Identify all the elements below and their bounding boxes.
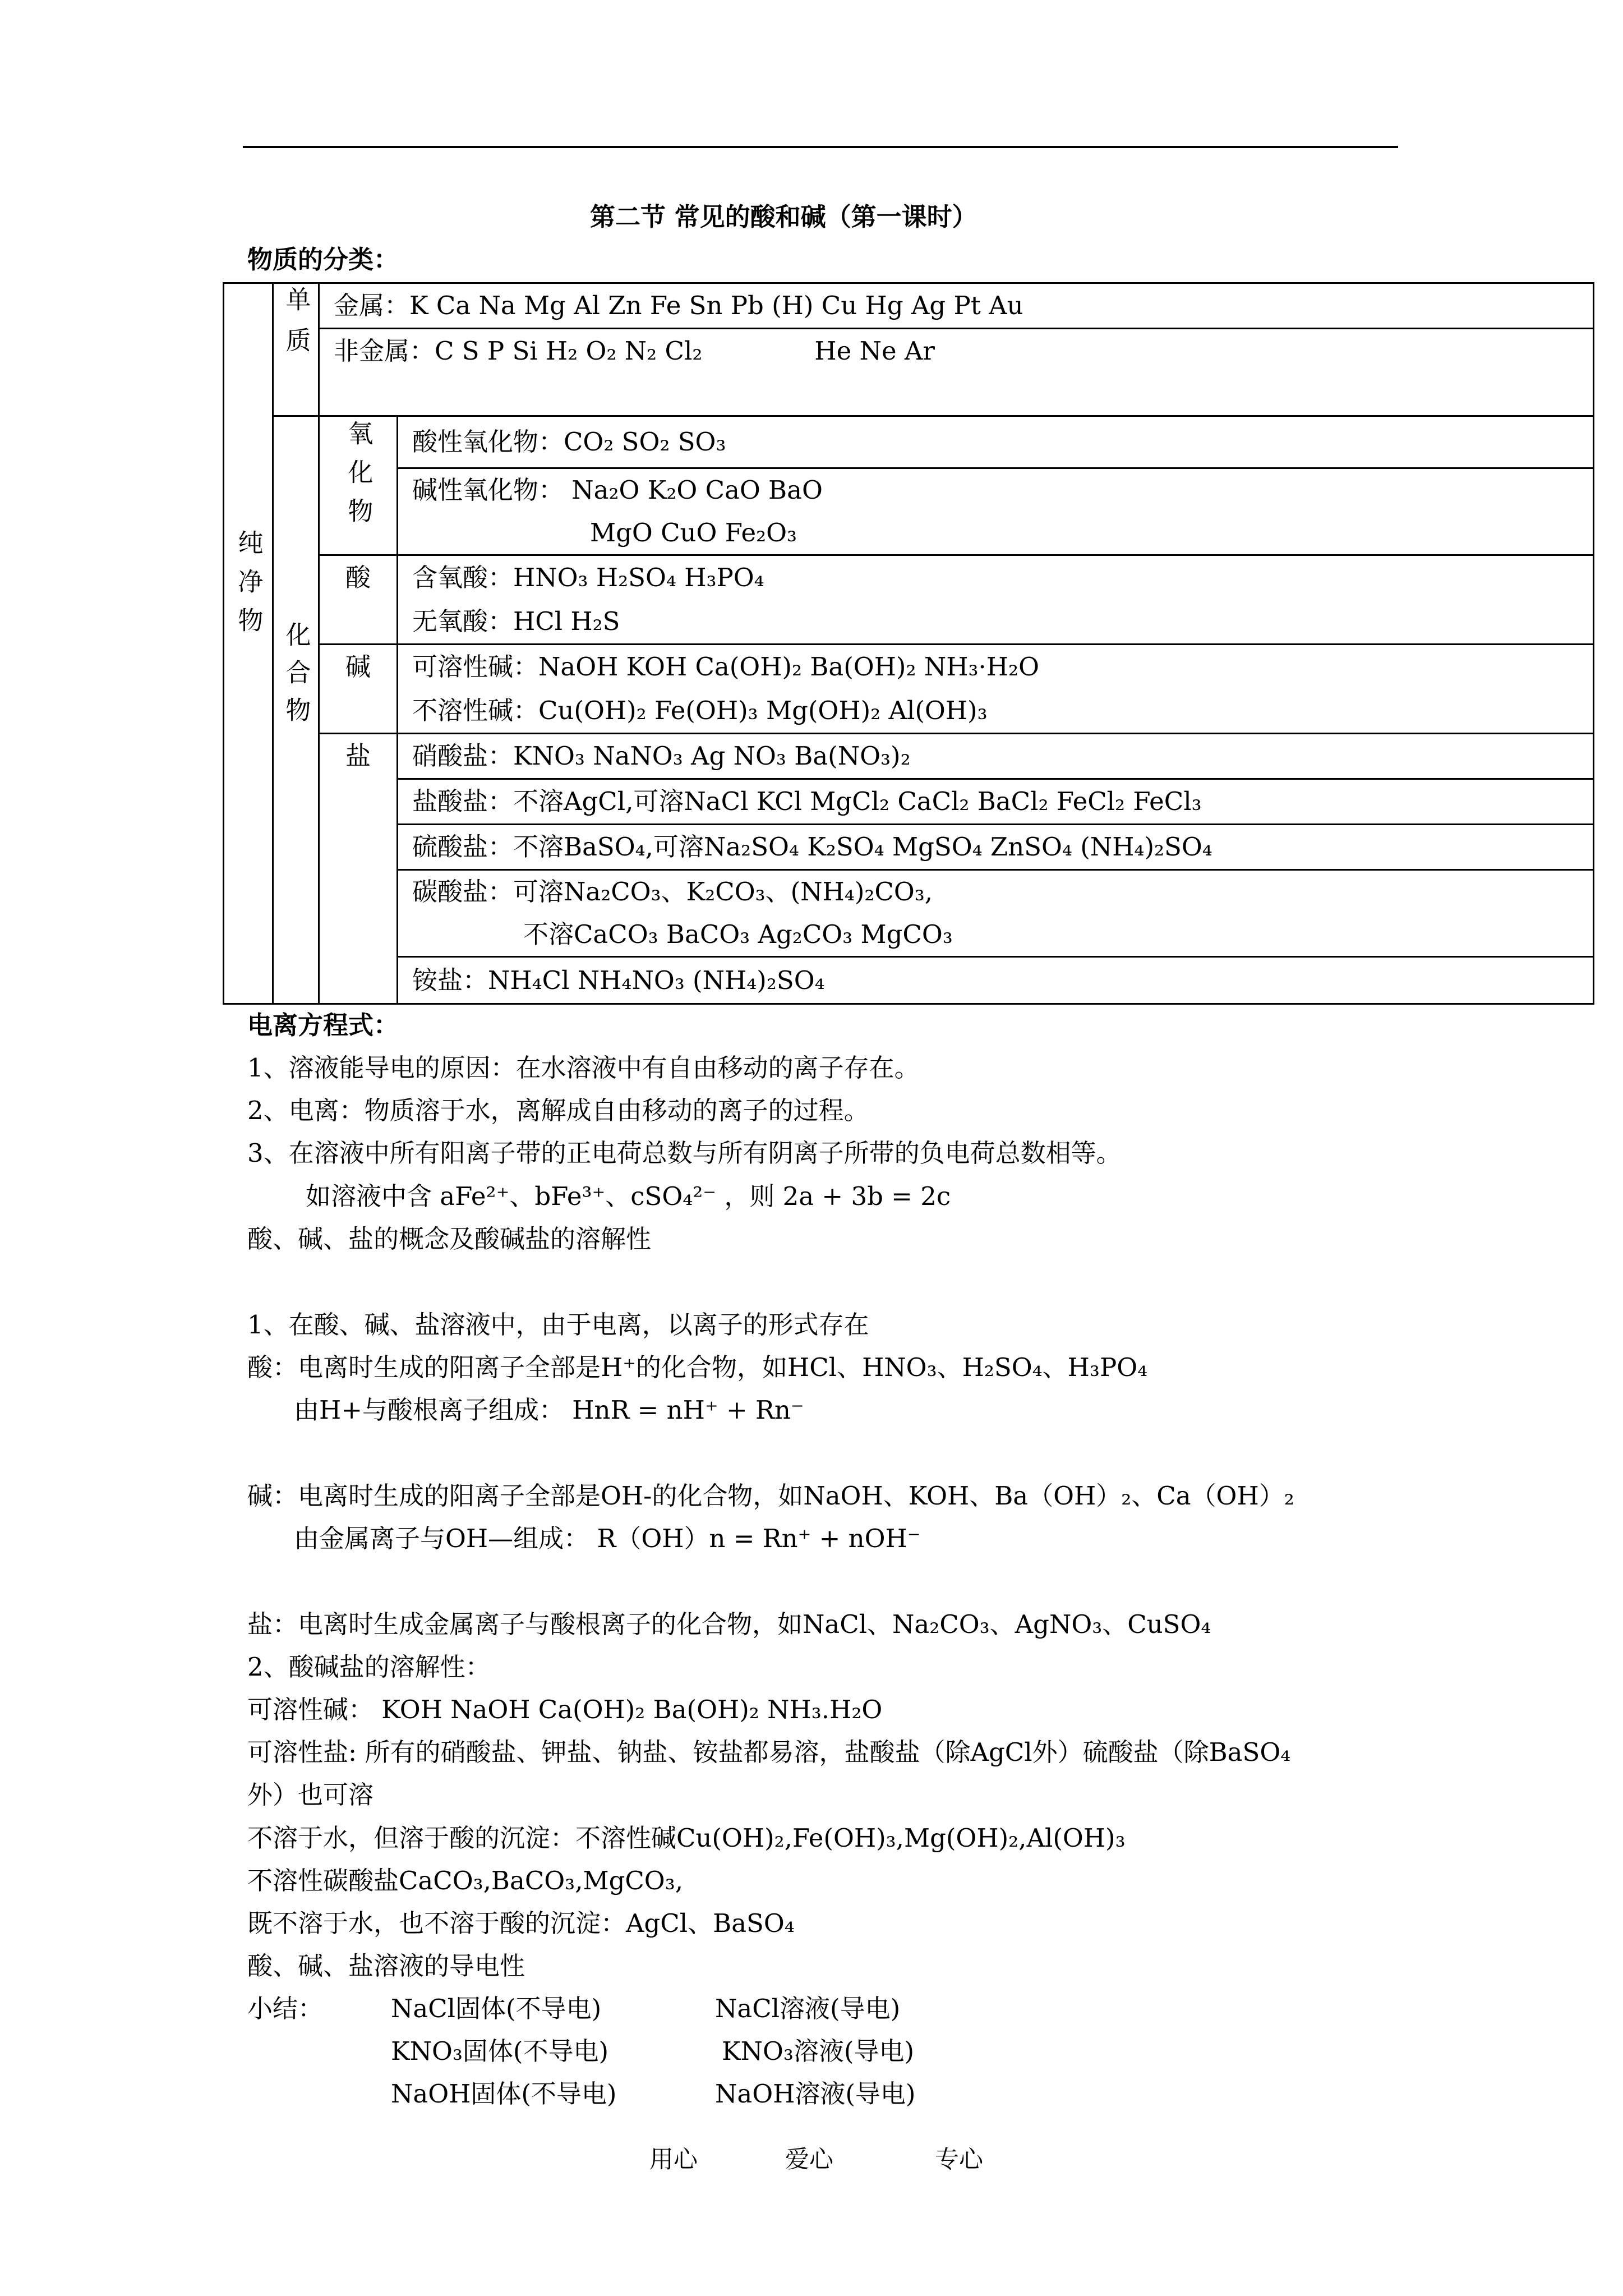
summary-2-solid: KNO₃固体(不导电) <box>391 2036 609 2066</box>
footer-word-3: 专心 <box>935 2146 983 2174</box>
summary-1-solution: NaCl溶液(导电) <box>715 1994 901 2023</box>
summary-3-solid: NaOH固体(不导电) <box>391 2079 617 2109</box>
sulfate-text: 硫酸盐：不溶BaSO₄,可溶Na₂SO₄ K₂SO₄ MgSO₄ ZnSO₄ (NH₄)₂SO₄ <box>412 832 1212 862</box>
oxide-cell <box>319 416 398 555</box>
element-cell <box>273 283 319 416</box>
footer-word-1: 用心 <box>649 2146 698 2174</box>
nitrate-row <box>398 734 1594 779</box>
oxide-label: 氧化物 <box>343 420 374 536</box>
base-composition: 由金属离子与OH—组成： R（OH）n = Rn⁺ + nOH⁻ <box>294 1524 921 1553</box>
body-line-2: 2、电离：物质溶于水，离解成自由移动的离子的过程。 <box>247 1096 869 1125</box>
insoluble-precipitate-line: 既不溶于水，也不溶于酸的沉淀：AgCl、BaSO₄ <box>247 1908 795 1938</box>
pure-substance-cell <box>224 283 273 1004</box>
ammonium-text: 铵盐：NH₄Cl NH₄NO₃ (NH₄)₂SO₄ <box>412 965 825 995</box>
base-definition: 碱：电离时生成的阳离子全部是OH-的化合物，如NaOH、KOH、Ba（OH）₂、Ca（OH）₂ <box>247 1481 1294 1511</box>
anoxyacid-text: 无氧酸：HCl H₂S <box>412 606 620 636</box>
soluble-salts-line: 可溶性盐: 所有的硝酸盐、钾盐、钠盐、铵盐都易溶，盐酸盐（除AgCl外）硫酸盐（除BaSO₄ <box>247 1737 1291 1767</box>
header-rule <box>243 146 1398 148</box>
summary-label: 小结： <box>247 1994 324 2023</box>
acid-label: 酸 <box>345 563 371 592</box>
oxyacid-row <box>398 555 1594 600</box>
metal-row <box>319 283 1594 329</box>
compound-cell <box>273 416 319 1004</box>
summary-2-solution: KNO₃溶液(导电) <box>722 2036 915 2066</box>
carbonate-row <box>398 870 1594 957</box>
basic-oxide-line-2: MgO CuO Fe₂O₃ <box>590 518 797 547</box>
anoxyacid-row <box>398 600 1594 645</box>
acid-definition: 酸：电离时生成的阳离子全部是H⁺的化合物，如HCl、HNO₃、H₂SO₄、H₃PO₄ <box>247 1352 1148 1382</box>
base-cell <box>319 645 398 734</box>
nonmetal-row <box>319 329 1594 416</box>
noble-gas-text: He Ne Ar <box>814 336 935 366</box>
body-line-1: 1、溶液能导电的原因：在水溶液中有自由移动的离子存在。 <box>247 1053 920 1083</box>
compound-label: 化合物 <box>281 622 311 734</box>
acid-composition: 由H+与酸根离子组成： HnR = nH⁺ + Rn⁻ <box>294 1395 804 1425</box>
insoluble-base-text: 不溶性碱：Cu(OH)₂ Fe(OH)₃ Mg(OH)₂ Al(OH)₃ <box>412 696 988 725</box>
acidic-oxide-row <box>398 416 1594 468</box>
insoluble-base-row <box>398 689 1594 734</box>
summary-1-solid: NaCl固体(不导电) <box>391 1994 602 2023</box>
soluble-base-row <box>398 645 1594 689</box>
classification-table <box>223 282 1594 1005</box>
oxyacid-text: 含氧酸：HNO₃ H₂SO₄ H₃PO₄ <box>412 563 764 592</box>
chloride-text: 盐酸盐：不溶AgCl,可溶NaCl KCl MgCl₂ CaCl₂ BaCl₂ FeCl₂ FeCl₃ <box>412 786 1202 816</box>
chloride-row <box>398 779 1594 825</box>
carbonate-line-1: 碳酸盐：可溶Na₂CO₃、K₂CO₃、(NH₄)₂CO₃, <box>412 877 933 907</box>
soluble-bases-line: 可溶性碱： KOH NaOH Ca(OH)₂ Ba(OH)₂ NH₃.H₂O <box>247 1695 883 1724</box>
carbonate-line-2: 不溶CaCO₃ BaCO₃ Ag₂CO₃ MgCO₃ <box>523 919 953 949</box>
soluble-salts-line-cont: 外）也可溶 <box>247 1780 374 1810</box>
sulfate-row <box>398 825 1594 870</box>
solubility-heading: 2、酸碱盐的溶解性： <box>247 1652 491 1682</box>
page-title: 第二节 常见的酸和碱（第一课时） <box>590 202 978 232</box>
salt-definition: 盐：电离时生成金属离子与酸根离子的化合物，如NaCl、Na₂CO₃、AgNO₃、CuSO₄ <box>247 1609 1211 1639</box>
metal-text: 金属：K Ca Na Mg Al Zn Fe Sn Pb (H) Cu Hg Ag Pt Au <box>334 291 1023 320</box>
nitrate-text: 硝酸盐：KNO₃ NaNO₃ Ag NO₃ Ba(NO₃)₂ <box>412 741 911 771</box>
conductivity-heading: 酸、碱、盐溶液的导电性 <box>247 1951 525 1981</box>
classification-heading: 物质的分类： <box>247 245 399 274</box>
body-line-5: 酸、碱、盐的概念及酸碱盐的溶解性 <box>247 1224 652 1254</box>
ammonium-row <box>398 957 1594 1004</box>
basic-oxide-row <box>398 468 1594 555</box>
pure-substance-label: 纯净物 <box>233 530 264 646</box>
body-line-3: 3、在溶液中所有阳离子带的正电荷总数与所有阴离子所带的负电荷总数相等。 <box>247 1138 1122 1168</box>
soluble-base-text: 可溶性碱：NaOH KOH Ca(OH)₂ Ba(OH)₂ NH₃·H₂O <box>412 652 1039 682</box>
insoluble-carbonate-line: 不溶性碳酸盐CaCO₃,BaCO₃,MgCO₃, <box>247 1866 684 1895</box>
nonmetal-text: 非金属：C S P Si H₂ O₂ N₂ Cl₂ <box>334 336 703 366</box>
element-label: 单质 <box>281 286 311 368</box>
footer-word-2: 爱心 <box>785 2146 833 2174</box>
base-label: 碱 <box>345 652 371 682</box>
ionization-heading: 电离方程式： <box>247 1010 399 1040</box>
basic-oxide-line-1: 碱性氧化物： Na₂O K₂O CaO BaO <box>412 475 823 505</box>
body-line-4: 如溶液中含 aFe²⁺、bFe³⁺、cSO₄²⁻ ，则 2a + 3b = 2c <box>306 1181 951 1211</box>
summary-3-solution: NaOH溶液(导电) <box>715 2079 916 2109</box>
body-line-6: 1、在酸、碱、盐溶液中，由于电离，以离子的形式存在 <box>247 1310 869 1340</box>
salt-label: 盐 <box>345 741 371 771</box>
acid-cell <box>319 555 398 645</box>
acidic-oxide-text: 酸性氧化物：CO₂ SO₂ SO₃ <box>412 427 726 457</box>
salt-cell <box>319 734 398 1004</box>
acid-soluble-precipitate-line: 不溶于水，但溶于酸的沉淀：不溶性碱Cu(OH)₂,Fe(OH)₃,Mg(OH)₂,Al(OH)₃ <box>247 1823 1126 1853</box>
